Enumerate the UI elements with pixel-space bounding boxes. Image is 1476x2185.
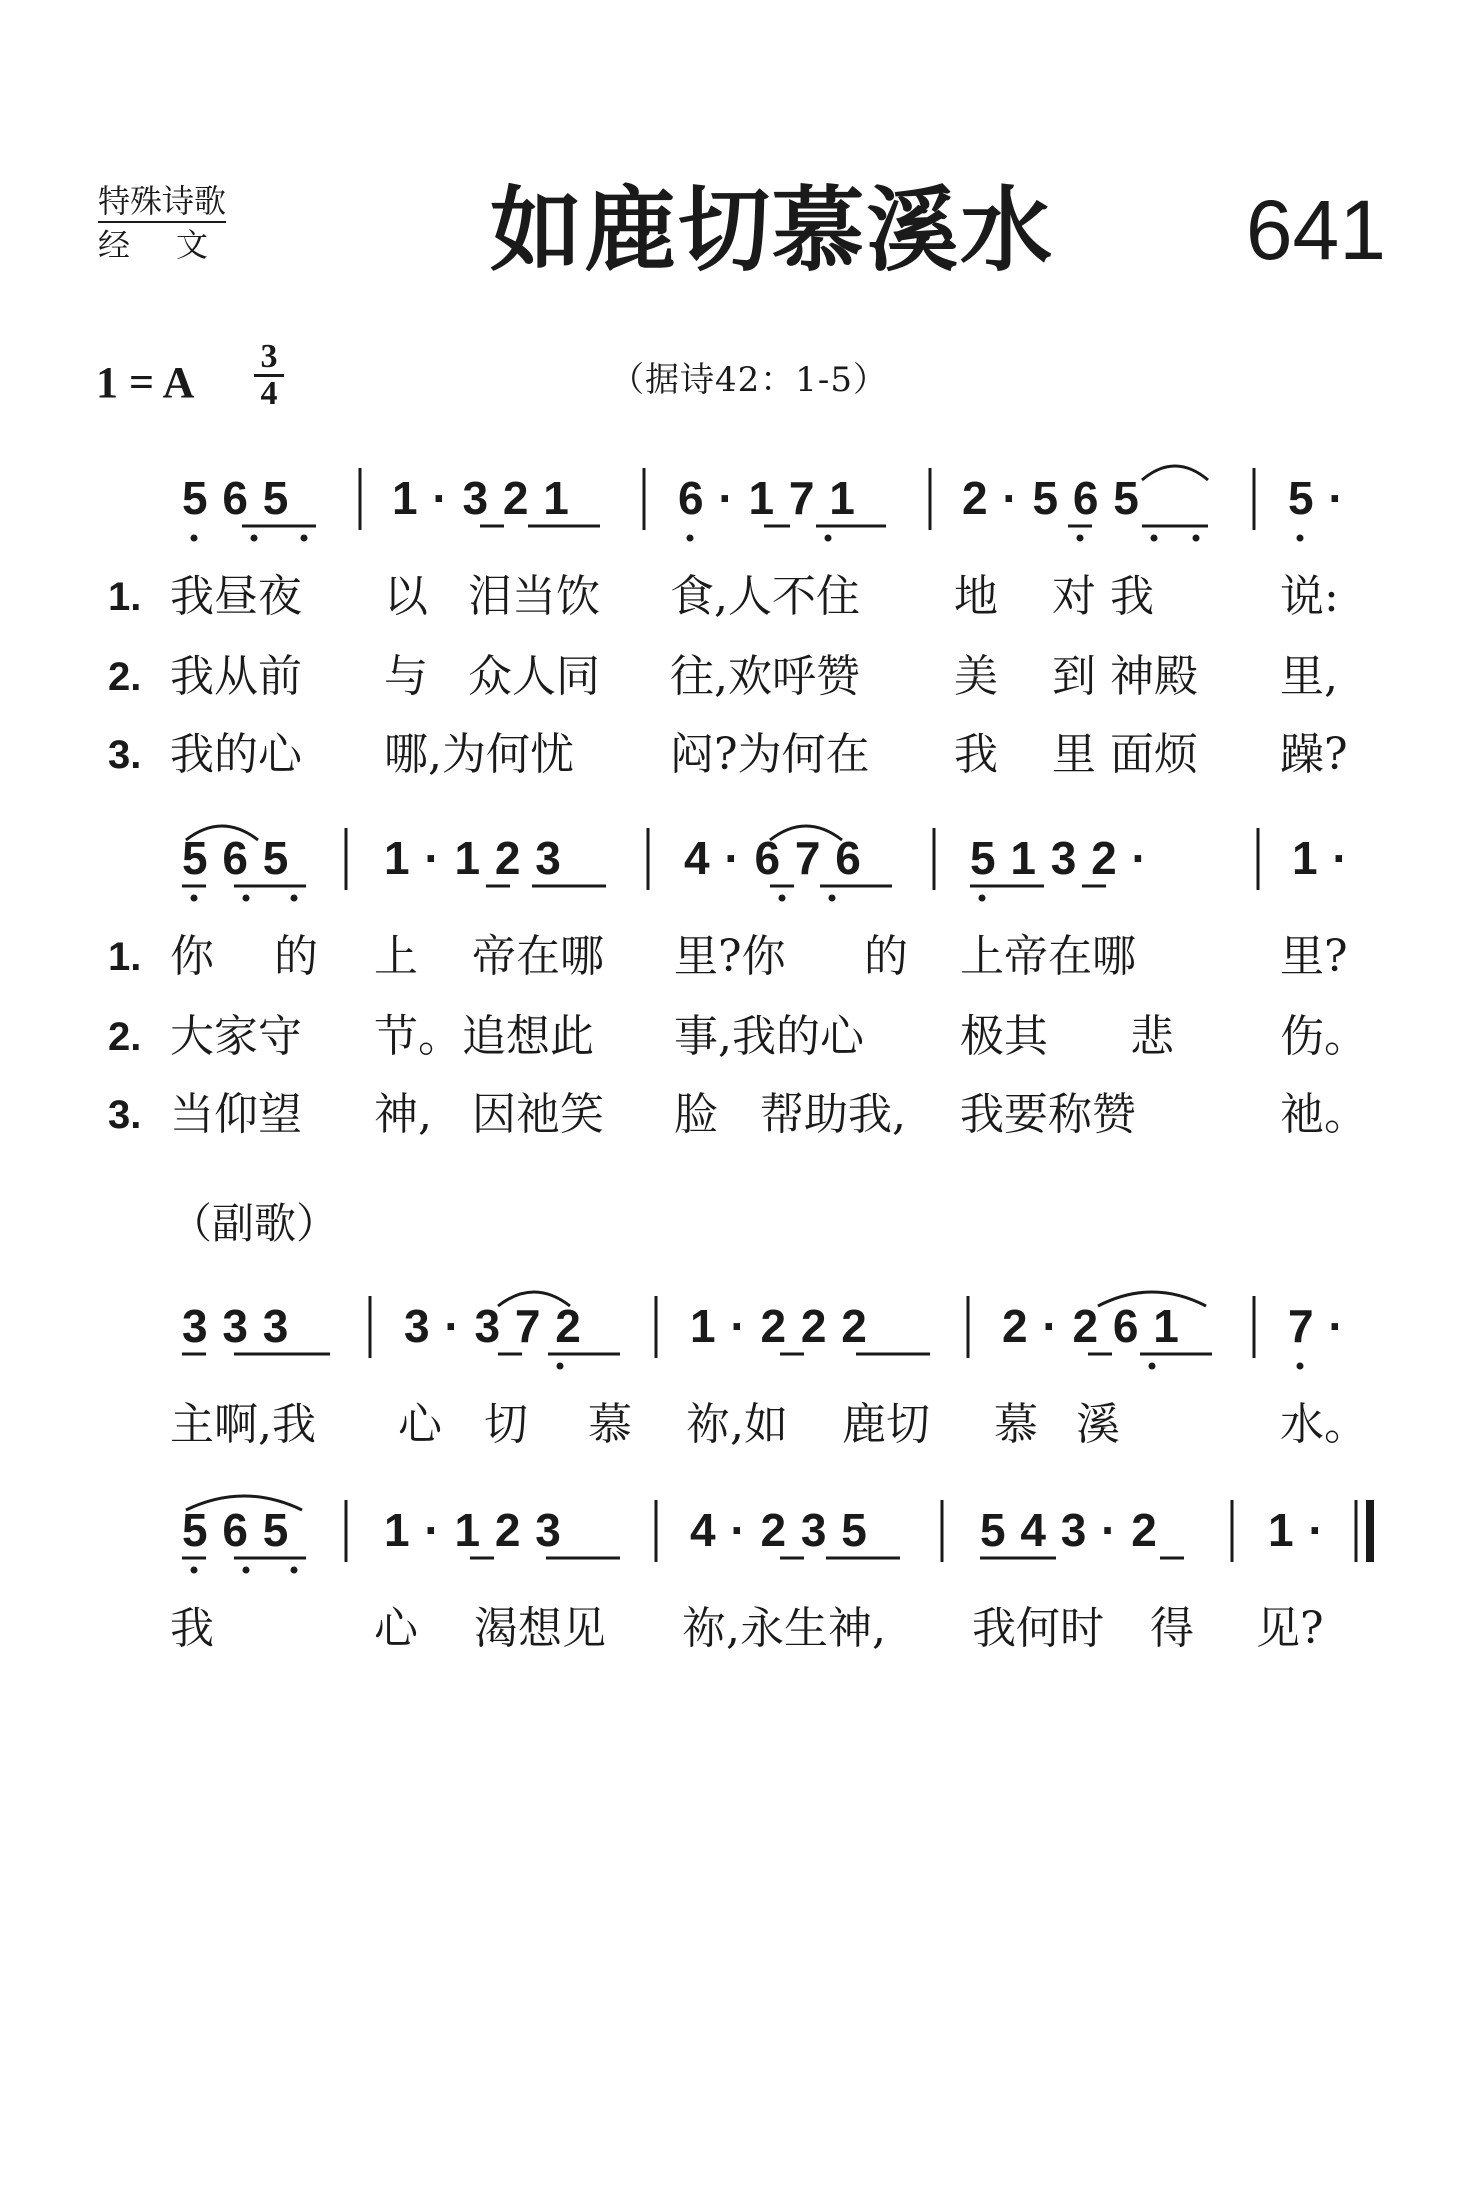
lyric-segment: 里 面烦 (1052, 729, 1198, 780)
lyric-segment: 神, (374, 1089, 432, 1140)
measure-notes: 5 6 5 (182, 832, 290, 884)
octave-dot (243, 895, 250, 902)
measure-notes: 4 · 6 7 6 (684, 832, 862, 884)
lyric-segment: 慕 (588, 1399, 632, 1450)
octave-dot (1297, 1363, 1304, 1370)
lyric-segment: 闷?为何在 (670, 729, 870, 780)
octave-dot (557, 1363, 564, 1370)
measure-notes: 5 4 3 · 2 (980, 1504, 1158, 1556)
lyric-segment: 溪 (1076, 1399, 1120, 1450)
lyric-segment: 以 (384, 571, 428, 622)
lyric-segment: 慕 (994, 1399, 1038, 1450)
scripture-reference: （据诗42：1-5） (610, 360, 889, 400)
lyric-segment: 见? (1256, 1603, 1324, 1654)
lyric-segment: 哪,为何忧 (384, 729, 574, 780)
lyric-segment: 躁? (1280, 729, 1348, 780)
sub-category-label: 经文 (98, 226, 255, 264)
lyric-segment: 当仰望 (170, 1089, 302, 1140)
hymn-number: 641 (1245, 183, 1386, 277)
octave-dot (829, 895, 836, 902)
lyric-segment: 的 (864, 931, 908, 982)
lyric-segment: 里? (1280, 931, 1348, 982)
lyric-segment: 得 (1150, 1603, 1194, 1654)
verse-number: 1. (108, 575, 142, 619)
octave-dot (1193, 535, 1200, 542)
octave-dot (1077, 535, 1084, 542)
measure-notes: 3 · 3 7 2 (404, 1300, 582, 1352)
octave-dot (191, 895, 198, 902)
lyric-segment: 水。 (1280, 1399, 1368, 1450)
verse-number: 3. (108, 733, 142, 777)
measure-notes: 5 1 3 2 · (970, 832, 1148, 884)
lyric-segment: 我 (170, 1603, 214, 1654)
measure-notes: 1 · 1 2 3 (384, 832, 562, 884)
verse-number: 3. (108, 1093, 142, 1137)
lyric-segment: 到 神殿 (1052, 651, 1198, 702)
lyric-segment: 伤。 (1280, 1011, 1368, 1062)
measure-notes: 1 · 1 2 3 (384, 1504, 562, 1556)
lyric-segment: 我何时 (972, 1603, 1104, 1654)
measure-notes: 5 · (1288, 472, 1345, 524)
lyric-segment: 我从前 (170, 651, 302, 702)
lyric-segment: 食,人不住 (670, 571, 860, 622)
chorus-label: （副歌） (170, 1199, 339, 1248)
time-signature-bottom: 4 (260, 375, 278, 412)
lyric-segment: 祂。 (1280, 1089, 1368, 1140)
lyric-segment: 我昼夜 (170, 571, 302, 622)
measure-notes: 5 6 5 (182, 1504, 290, 1556)
measure-notes: 1 · (1268, 1504, 1325, 1556)
lyric-segment: 节。追想此 (374, 1011, 594, 1062)
lyric-segment: 里?你 (674, 931, 786, 982)
octave-dot (779, 895, 786, 902)
lyric-segment: 我要称赞 (960, 1089, 1136, 1140)
measure-notes: 2 · 5 6 5 (962, 472, 1140, 524)
lyric-segment: 切 (484, 1399, 528, 1450)
lyric-segment: 众人同 (468, 651, 600, 702)
measure-notes: 1 · 3 2 1 (392, 472, 570, 524)
measure-notes: 3 3 3 (182, 1300, 290, 1352)
lyric-segment: 心 (398, 1399, 442, 1450)
octave-dot (1151, 535, 1158, 542)
time-signature-top: 3 (260, 338, 278, 375)
lyric-segment: 心 (374, 1603, 418, 1654)
octave-dot (687, 535, 694, 542)
lyric-segment: 地 (954, 571, 998, 622)
lyric-segment: 祢,永生神, (682, 1603, 886, 1654)
lyric-segment: 主啊,我 (170, 1399, 316, 1450)
octave-dot (191, 535, 198, 542)
lyric-segment: 事,我的心 (674, 1011, 864, 1062)
lyric-segment: 你 (170, 931, 214, 982)
octave-dot (1149, 1363, 1156, 1370)
lyric-segment: 鹿切 (842, 1399, 930, 1450)
verse-number: 2. (108, 655, 142, 699)
measure-notes: 6 · 1 7 1 (678, 472, 856, 524)
octave-dot (251, 535, 258, 542)
hymn-title: 如鹿切慕溪水 (490, 176, 1055, 284)
verse-number: 1. (108, 935, 142, 979)
slur (1142, 466, 1208, 480)
octave-dot (825, 535, 832, 542)
time-signature (254, 338, 284, 412)
lyric-segment: 大家守 (170, 1011, 302, 1062)
lyric-segment: 渴想见 (474, 1603, 606, 1654)
lyric-segment: 悲 (1130, 1011, 1174, 1062)
lyric-segment: 我的心 (170, 729, 302, 780)
octave-dot (291, 895, 298, 902)
lyric-segment: 美 (954, 651, 998, 702)
octave-dot (301, 535, 308, 542)
measure-notes: 1 · 2 2 2 (690, 1300, 868, 1352)
measure-notes: 2 · 2 6 1 (1002, 1300, 1180, 1352)
measure-notes: 1 · (1292, 832, 1349, 884)
category-label: 特殊诗歌 (98, 182, 226, 223)
lyric-segment: 往,欢呼赞 (670, 651, 860, 702)
lyric-segment: 的 (274, 931, 318, 982)
verse-number: 2. (108, 1015, 142, 1059)
lyric-segment: 祢,如 (686, 1399, 788, 1450)
lyric-segment: 因祂笑 (472, 1089, 604, 1140)
lyric-segment: 里, (1280, 651, 1338, 702)
measure-notes: 7 · (1288, 1300, 1345, 1352)
lyric-segment: 极其 (960, 1011, 1048, 1062)
lyric-segment: 上帝在哪 (960, 931, 1136, 982)
octave-dot (979, 895, 986, 902)
octave-dot (243, 1567, 250, 1574)
octave-dot (291, 1567, 298, 1574)
measure-notes: 5 6 5 (182, 472, 290, 524)
lyric-segment: 泪当饮 (468, 571, 600, 622)
lyric-segment: 帮助我, (760, 1089, 906, 1140)
key-signature: 1 = A (96, 358, 195, 407)
octave-dot (191, 1567, 198, 1574)
lyric-segment: 说: (1280, 571, 1339, 622)
lyric-segment: 脸 (674, 1089, 718, 1140)
lyric-segment: 与 (384, 651, 428, 702)
octave-dot (1297, 535, 1304, 542)
lyric-segment: 我 (954, 729, 998, 780)
lyric-segment: 对 我 (1052, 571, 1154, 622)
lyric-segment: 帝在哪 (472, 931, 604, 982)
lyric-segment: 上 (374, 931, 418, 982)
measure-notes: 4 · 2 3 5 (690, 1504, 868, 1556)
